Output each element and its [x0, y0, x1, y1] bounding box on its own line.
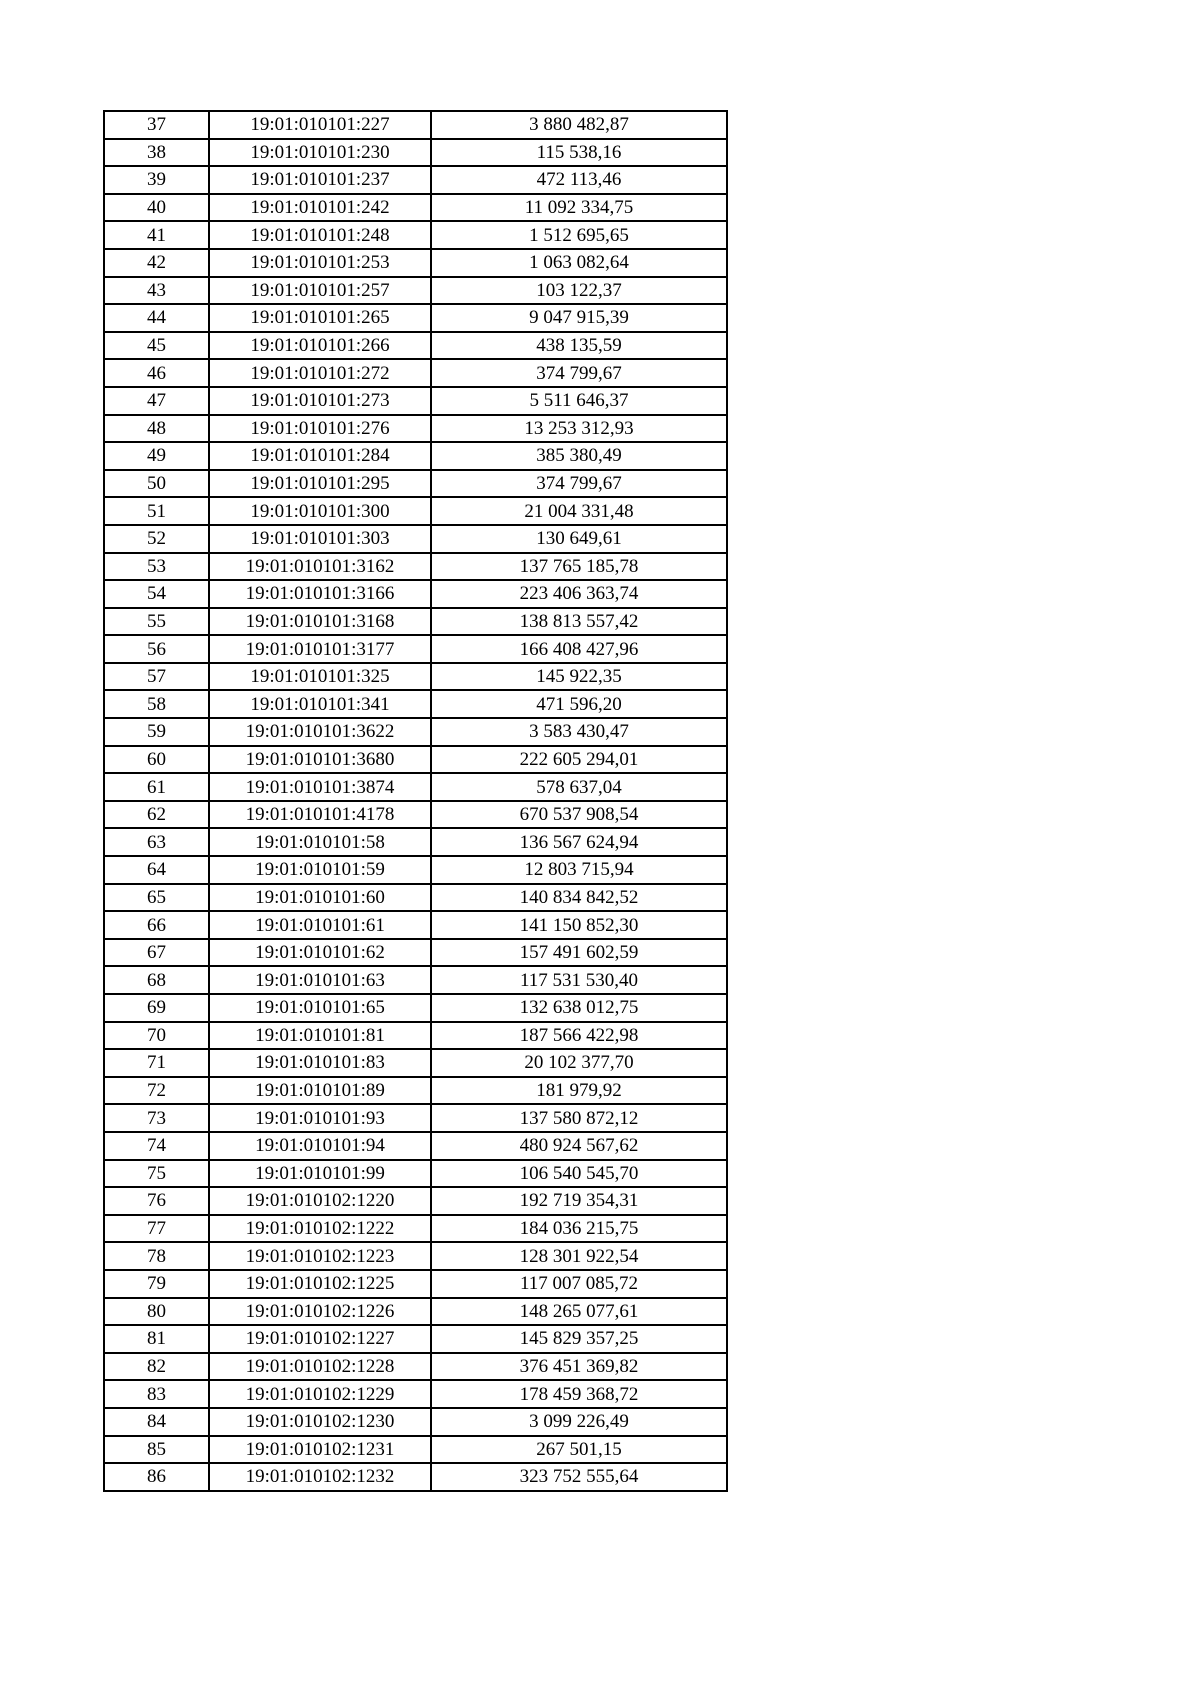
row-number-cell: 71	[104, 1049, 209, 1077]
table-row	[104, 139, 727, 167]
cadastral-value-cell: 184 036 215,75	[431, 1215, 727, 1243]
cadastral-value-cell: 1 063 082,64	[431, 249, 727, 277]
cadastral-value-cell: 157 491 602,59	[431, 939, 727, 967]
cadastral-number-cell: 19:01:010101:253	[209, 249, 431, 277]
table-row	[104, 718, 727, 746]
cadastral-value-cell: 130 649,61	[431, 525, 727, 553]
cadastral-number-cell: 19:01:010101:93	[209, 1104, 431, 1132]
cadastral-number-cell: 19:01:010101:94	[209, 1132, 431, 1160]
row-number-cell: 80	[104, 1298, 209, 1326]
cadastral-value-cell: 145 829 357,25	[431, 1325, 727, 1353]
cadastral-number-cell: 19:01:010101:3162	[209, 553, 431, 581]
cadastral-number-cell: 19:01:010102:1228	[209, 1353, 431, 1381]
cadastral-value-cell: 132 638 012,75	[431, 994, 727, 1022]
cadastral-number-cell: 19:01:010101:303	[209, 525, 431, 553]
cadastral-value-cell: 5 511 646,37	[431, 387, 727, 415]
table-row	[104, 801, 727, 829]
table-row	[104, 1132, 727, 1160]
table-row	[104, 635, 727, 663]
table-row	[104, 828, 727, 856]
cadastral-value-cell: 141 150 852,30	[431, 911, 727, 939]
cadastral-number-cell: 19:01:010101:65	[209, 994, 431, 1022]
cadastral-value-cell: 385 380,49	[431, 442, 727, 470]
cadastral-value-cell: 106 540 545,70	[431, 1160, 727, 1188]
table-row	[104, 194, 727, 222]
table-row	[104, 1436, 727, 1464]
row-number-cell: 78	[104, 1242, 209, 1270]
table-row	[104, 856, 727, 884]
table-row	[104, 1077, 727, 1105]
row-number-cell: 59	[104, 718, 209, 746]
table-row	[104, 387, 727, 415]
cadastral-number-cell: 19:01:010101:227	[209, 111, 431, 139]
table-row	[104, 884, 727, 912]
table-row	[104, 1463, 727, 1491]
cadastral-value-cell: 13 253 312,93	[431, 415, 727, 443]
row-number-cell: 56	[104, 635, 209, 663]
cadastral-value-cell: 472 113,46	[431, 166, 727, 194]
cadastral-number-cell: 19:01:010101:242	[209, 194, 431, 222]
cadastral-value-cell: 374 799,67	[431, 470, 727, 498]
row-number-cell: 44	[104, 304, 209, 332]
table-row	[104, 304, 727, 332]
cadastral-value-cell: 1 512 695,65	[431, 221, 727, 249]
cadastral-number-cell: 19:01:010101:341	[209, 690, 431, 718]
table-row	[104, 1408, 727, 1436]
row-number-cell: 39	[104, 166, 209, 194]
row-number-cell: 53	[104, 553, 209, 581]
cadastral-value-cell: 670 537 908,54	[431, 801, 727, 829]
table-row	[104, 1215, 727, 1243]
cadastral-value-cell: 374 799,67	[431, 359, 727, 387]
table-row	[104, 746, 727, 774]
row-number-cell: 52	[104, 525, 209, 553]
cadastral-value-cell: 3 880 482,87	[431, 111, 727, 139]
table-row	[104, 608, 727, 636]
cadastral-value-cell: 471 596,20	[431, 690, 727, 718]
cadastral-value-cell: 267 501,15	[431, 1436, 727, 1464]
table-row	[104, 1242, 727, 1270]
cadastral-number-cell: 19:01:010101:4178	[209, 801, 431, 829]
row-number-cell: 63	[104, 828, 209, 856]
cadastral-number-cell: 19:01:010102:1223	[209, 1242, 431, 1270]
cadastral-number-cell: 19:01:010102:1227	[209, 1325, 431, 1353]
row-number-cell: 67	[104, 939, 209, 967]
table-row	[104, 690, 727, 718]
cadastral-value-cell: 181 979,92	[431, 1077, 727, 1105]
cadastral-number-cell: 19:01:010101:83	[209, 1049, 431, 1077]
table-row	[104, 415, 727, 443]
cadastral-number-cell: 19:01:010102:1231	[209, 1436, 431, 1464]
table-row	[104, 939, 727, 967]
table-row	[104, 1104, 727, 1132]
table-row	[104, 1187, 727, 1215]
cadastral-number-cell: 19:01:010101:81	[209, 1022, 431, 1050]
cadastral-value-cell: 3 099 226,49	[431, 1408, 727, 1436]
cadastral-number-cell: 19:01:010101:300	[209, 497, 431, 525]
row-number-cell: 47	[104, 387, 209, 415]
cadastral-number-cell: 19:01:010101:257	[209, 277, 431, 305]
row-number-cell: 37	[104, 111, 209, 139]
row-number-cell: 69	[104, 994, 209, 1022]
cadastral-number-cell: 19:01:010101:3168	[209, 608, 431, 636]
row-number-cell: 76	[104, 1187, 209, 1215]
cadastral-value-cell: 223 406 363,74	[431, 580, 727, 608]
row-number-cell: 46	[104, 359, 209, 387]
table-row	[104, 332, 727, 360]
table-row	[104, 277, 727, 305]
table-row	[104, 580, 727, 608]
cadastral-number-cell: 19:01:010101:3166	[209, 580, 431, 608]
cadastral-value-cell: 103 122,37	[431, 277, 727, 305]
cadastral-value-cell: 578 637,04	[431, 773, 727, 801]
cadastral-value-cell: 9 047 915,39	[431, 304, 727, 332]
cadastral-value-cell: 3 583 430,47	[431, 718, 727, 746]
row-number-cell: 64	[104, 856, 209, 884]
cadastral-value-cell: 145 922,35	[431, 663, 727, 691]
row-number-cell: 81	[104, 1325, 209, 1353]
table-row	[104, 1049, 727, 1077]
cadastral-number-cell: 19:01:010101:284	[209, 442, 431, 470]
table-row	[104, 1325, 727, 1353]
row-number-cell: 57	[104, 663, 209, 691]
cadastral-number-cell: 19:01:010102:1226	[209, 1298, 431, 1326]
cadastral-value-cell: 138 813 557,42	[431, 608, 727, 636]
cadastral-value-cell: 178 459 368,72	[431, 1380, 727, 1408]
row-number-cell: 54	[104, 580, 209, 608]
row-number-cell: 60	[104, 746, 209, 774]
row-number-cell: 72	[104, 1077, 209, 1105]
cadastral-number-cell: 19:01:010102:1230	[209, 1408, 431, 1436]
cadastral-value-cell: 128 301 922,54	[431, 1242, 727, 1270]
table-row	[104, 994, 727, 1022]
cadastral-number-cell: 19:01:010101:89	[209, 1077, 431, 1105]
table-body	[104, 111, 727, 1491]
cadastral-number-cell: 19:01:010101:266	[209, 332, 431, 360]
table-row	[104, 663, 727, 691]
cadastral-number-cell: 19:01:010101:248	[209, 221, 431, 249]
table-row	[104, 525, 727, 553]
cadastral-value-cell: 21 004 331,48	[431, 497, 727, 525]
table-row	[104, 111, 727, 139]
cadastral-number-cell: 19:01:010101:325	[209, 663, 431, 691]
cadastral-number-cell: 19:01:010101:59	[209, 856, 431, 884]
table-row	[104, 966, 727, 994]
row-number-cell: 84	[104, 1408, 209, 1436]
table-row	[104, 221, 727, 249]
cadastral-value-cell: 480 924 567,62	[431, 1132, 727, 1160]
cadastral-number-cell: 19:01:010101:63	[209, 966, 431, 994]
cadastral-number-cell: 19:01:010101:3622	[209, 718, 431, 746]
table-row	[104, 911, 727, 939]
table-row	[104, 1298, 727, 1326]
row-number-cell: 49	[104, 442, 209, 470]
row-number-cell: 73	[104, 1104, 209, 1132]
row-number-cell: 79	[104, 1270, 209, 1298]
cadastral-number-cell: 19:01:010102:1222	[209, 1215, 431, 1243]
cadastral-value-cell: 187 566 422,98	[431, 1022, 727, 1050]
table-row	[104, 1270, 727, 1298]
cadastral-value-cell: 12 803 715,94	[431, 856, 727, 884]
cadastral-number-cell: 19:01:010101:276	[209, 415, 431, 443]
cadastral-number-cell: 19:01:010101:230	[209, 139, 431, 167]
cadastral-value-table	[103, 110, 728, 1492]
table-row	[104, 442, 727, 470]
cadastral-number-cell: 19:01:010101:99	[209, 1160, 431, 1188]
row-number-cell: 41	[104, 221, 209, 249]
cadastral-value-cell: 137 765 185,78	[431, 553, 727, 581]
cadastral-value-cell: 117 531 530,40	[431, 966, 727, 994]
cadastral-value-cell: 140 834 842,52	[431, 884, 727, 912]
row-number-cell: 65	[104, 884, 209, 912]
row-number-cell: 77	[104, 1215, 209, 1243]
row-number-cell: 43	[104, 277, 209, 305]
table-row	[104, 497, 727, 525]
cadastral-number-cell: 19:01:010101:295	[209, 470, 431, 498]
cadastral-value-cell: 438 135,59	[431, 332, 727, 360]
table-row	[104, 359, 727, 387]
cadastral-value-cell: 148 265 077,61	[431, 1298, 727, 1326]
cadastral-number-cell: 19:01:010101:61	[209, 911, 431, 939]
cadastral-number-cell: 19:01:010102:1229	[209, 1380, 431, 1408]
row-number-cell: 62	[104, 801, 209, 829]
row-number-cell: 85	[104, 1436, 209, 1464]
row-number-cell: 40	[104, 194, 209, 222]
cadastral-value-cell: 117 007 085,72	[431, 1270, 727, 1298]
cadastral-value-cell: 192 719 354,31	[431, 1187, 727, 1215]
table-row	[104, 553, 727, 581]
table-row	[104, 166, 727, 194]
table-row	[104, 1380, 727, 1408]
row-number-cell: 74	[104, 1132, 209, 1160]
cadastral-value-cell: 166 408 427,96	[431, 635, 727, 663]
cadastral-number-cell: 19:01:010102:1220	[209, 1187, 431, 1215]
row-number-cell: 82	[104, 1353, 209, 1381]
row-number-cell: 75	[104, 1160, 209, 1188]
row-number-cell: 83	[104, 1380, 209, 1408]
row-number-cell: 68	[104, 966, 209, 994]
row-number-cell: 51	[104, 497, 209, 525]
cadastral-value-cell: 137 580 872,12	[431, 1104, 727, 1132]
row-number-cell: 58	[104, 690, 209, 718]
row-number-cell: 86	[104, 1463, 209, 1491]
table-row	[104, 1353, 727, 1381]
row-number-cell: 48	[104, 415, 209, 443]
cadastral-value-cell: 11 092 334,75	[431, 194, 727, 222]
table-row	[104, 249, 727, 277]
table-row	[104, 1022, 727, 1050]
cadastral-value-cell: 20 102 377,70	[431, 1049, 727, 1077]
cadastral-value-cell: 222 605 294,01	[431, 746, 727, 774]
cadastral-value-cell: 115 538,16	[431, 139, 727, 167]
cadastral-value-cell: 323 752 555,64	[431, 1463, 727, 1491]
cadastral-value-cell: 376 451 369,82	[431, 1353, 727, 1381]
cadastral-number-cell: 19:01:010102:1232	[209, 1463, 431, 1491]
table-row	[104, 470, 727, 498]
cadastral-number-cell: 19:01:010101:58	[209, 828, 431, 856]
cadastral-number-cell: 19:01:010101:3680	[209, 746, 431, 774]
cadastral-value-cell: 136 567 624,94	[431, 828, 727, 856]
cadastral-number-cell: 19:01:010101:272	[209, 359, 431, 387]
row-number-cell: 66	[104, 911, 209, 939]
cadastral-number-cell: 19:01:010102:1225	[209, 1270, 431, 1298]
cadastral-number-cell: 19:01:010101:273	[209, 387, 431, 415]
row-number-cell: 61	[104, 773, 209, 801]
row-number-cell: 45	[104, 332, 209, 360]
row-number-cell: 38	[104, 139, 209, 167]
row-number-cell: 50	[104, 470, 209, 498]
row-number-cell: 42	[104, 249, 209, 277]
table-row	[104, 1160, 727, 1188]
cadastral-number-cell: 19:01:010101:3177	[209, 635, 431, 663]
row-number-cell: 70	[104, 1022, 209, 1050]
cadastral-number-cell: 19:01:010101:265	[209, 304, 431, 332]
cadastral-number-cell: 19:01:010101:237	[209, 166, 431, 194]
row-number-cell: 55	[104, 608, 209, 636]
cadastral-number-cell: 19:01:010101:3874	[209, 773, 431, 801]
cadastral-number-cell: 19:01:010101:60	[209, 884, 431, 912]
cadastral-number-cell: 19:01:010101:62	[209, 939, 431, 967]
table-row	[104, 773, 727, 801]
